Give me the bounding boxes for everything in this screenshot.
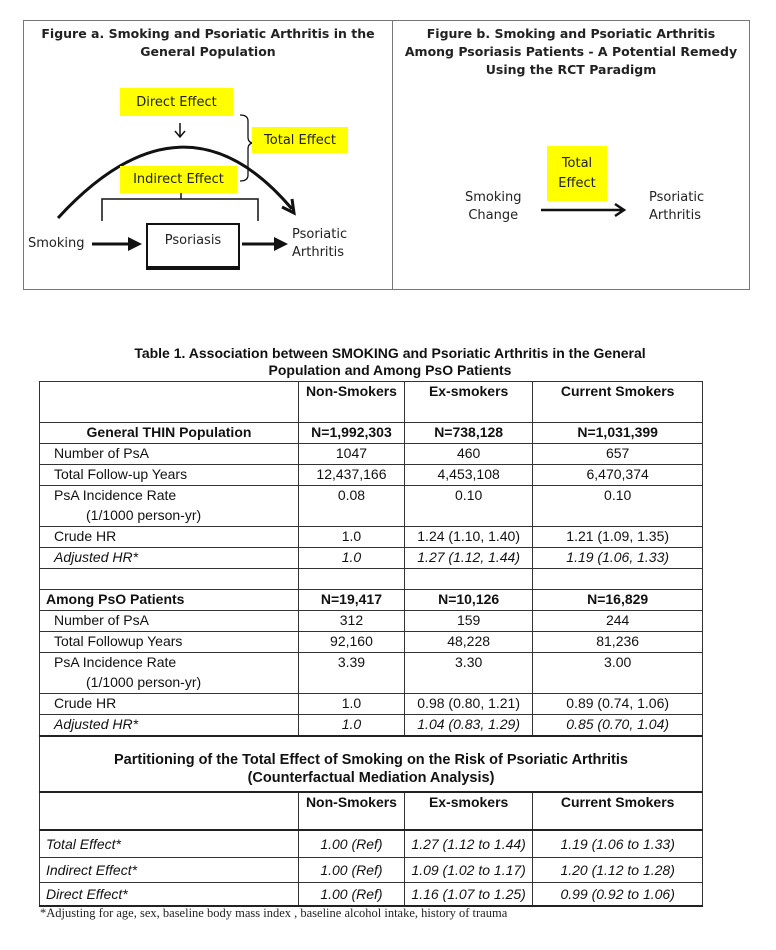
table-row <box>40 858 703 883</box>
cell: 0.99 (0.92 to 1.06) <box>533 883 703 907</box>
cell: 244 <box>533 611 703 632</box>
pso-header-row <box>40 590 703 611</box>
direct-effect-label: Direct Effect <box>120 88 233 116</box>
cell: 1.0 <box>298 527 404 548</box>
cell: 12,437,166 <box>298 465 404 486</box>
cell: 0.85 (0.70, 1.04) <box>533 715 703 737</box>
partition-header-row <box>40 792 703 830</box>
table-row <box>40 830 703 858</box>
table-row <box>40 715 703 737</box>
cell: N=1,031,399 <box>533 423 703 444</box>
cell: 1.20 (1.12 to 1.28) <box>533 858 703 883</box>
row-label: Indirect Effect* <box>40 858 299 883</box>
table-row <box>40 632 703 653</box>
figure-a-title-line2: General Population <box>140 44 276 59</box>
cell: 4,453,108 <box>404 465 532 486</box>
header-ex-smokers: Ex-smokers <box>404 382 532 423</box>
section-label: Among PsO Patients <box>40 590 299 611</box>
cell: 48,228 <box>404 632 532 653</box>
table-row <box>40 653 703 674</box>
cell: 1.19 (1.06, 1.33) <box>533 548 703 569</box>
row-label-units: (1/1000 person-yr) <box>40 673 299 694</box>
table-title-line1: Table 1. Association between SMOKING and Psoriatic Arthritis in the General <box>134 345 646 361</box>
cell: 1.04 (0.83, 1.29) <box>404 715 532 737</box>
row-label: Direct Effect* <box>40 883 299 907</box>
partition-title-line1: Partitioning of the Total Effect of Smoking on the Risk of Psoriatic Arthritis <box>114 752 628 768</box>
cell: 0.10 <box>404 486 532 507</box>
table-row <box>40 673 703 694</box>
cell: 1.24 (1.10, 1.40) <box>404 527 532 548</box>
row-label: Crude HR <box>40 527 299 548</box>
row-label: PsA Incidence Rate <box>40 653 299 674</box>
row-label: Total Followup Years <box>40 632 299 653</box>
psoriatic-arthritis-node <box>292 226 347 262</box>
cell: 0.08 <box>298 486 404 507</box>
table-row <box>40 465 703 486</box>
cell: 1.27 (1.12, 1.44) <box>404 548 532 569</box>
cell: 6,470,374 <box>533 465 703 486</box>
row-label: Number of PsA <box>40 444 299 465</box>
cell: N=10,126 <box>404 590 532 611</box>
psoriasis-box: Psoriasis <box>146 223 240 270</box>
figure-b-arrow <box>393 21 751 291</box>
cell: 1.00 (Ref) <box>298 883 404 907</box>
cell: 1.19 (1.06 to 1.33) <box>533 830 703 858</box>
psa-b-line1: Psoriatic <box>649 190 705 205</box>
cell: 159 <box>404 611 532 632</box>
table-title-line2: Population and Among PsO Patients <box>268 362 512 378</box>
cell: 92,160 <box>298 632 404 653</box>
partition-title <box>40 736 703 792</box>
cell: 1.21 (1.09, 1.35) <box>533 527 703 548</box>
cell: N=19,417 <box>298 590 404 611</box>
row-label: Adjusted HR* <box>40 715 299 737</box>
cell: 3.00 <box>533 653 703 674</box>
row-label-units: (1/1000 person-yr) <box>40 506 299 527</box>
figure-b-title-line3: Using the RCT Paradigm <box>485 62 657 77</box>
row-label: Crude HR <box>40 694 299 715</box>
cell: 3.30 <box>404 653 532 674</box>
figure-a-title-line1: Figure a. Smoking and Psoriatic Arthritis in the <box>41 26 375 41</box>
smoking-line2: Change <box>468 208 519 223</box>
cell: 1.00 (Ref) <box>298 830 404 858</box>
cell: 3.39 <box>298 653 404 674</box>
psa-line1: Psoriatic <box>292 227 348 242</box>
cell: 1047 <box>298 444 404 465</box>
smoking-change-node <box>465 189 522 225</box>
table-row <box>40 883 703 907</box>
header-non-smokers: Non-Smokers <box>298 792 404 830</box>
table-row <box>40 548 703 569</box>
table-row <box>40 694 703 715</box>
cell: 81,236 <box>533 632 703 653</box>
header-empty <box>40 382 299 423</box>
header-ex-smokers: Ex-smokers <box>404 792 532 830</box>
figure-b-title-line2: Among Psoriasis Patients - A Potential Remedy <box>404 44 738 59</box>
total-line1: Total <box>561 155 593 171</box>
row-label: PsA Incidence Rate <box>40 486 299 507</box>
table-row <box>40 444 703 465</box>
cell: 1.27 (1.12 to 1.44) <box>404 830 532 858</box>
cell: 1.0 <box>298 694 404 715</box>
cell: N=738,128 <box>404 423 532 444</box>
cell: 657 <box>533 444 703 465</box>
smoking-node: Smoking <box>28 236 85 251</box>
indirect-effect-label: Indirect Effect <box>120 166 237 193</box>
figure-b-title-line1: Figure b. Smoking and Psoriatic Arthritis <box>426 26 716 41</box>
cell: 1.00 (Ref) <box>298 858 404 883</box>
cell: 0.89 (0.74, 1.06) <box>533 694 703 715</box>
cell: 0.98 (0.80, 1.21) <box>404 694 532 715</box>
smoking-line1: Smoking <box>465 190 522 205</box>
header-current-smokers: Current Smokers <box>533 792 703 830</box>
cell: N=1,992,303 <box>298 423 404 444</box>
association-table <box>39 381 703 907</box>
spacer-row <box>40 569 703 590</box>
total-line2: Effect <box>558 175 596 191</box>
partition-title-row <box>40 736 703 792</box>
general-header-row <box>40 423 703 444</box>
cell: 1.0 <box>298 548 404 569</box>
cell: 0.10 <box>533 486 703 507</box>
row-label: Number of PsA <box>40 611 299 632</box>
table-title <box>30 345 750 379</box>
psoriatic-arthritis-node-b <box>649 189 704 225</box>
total-effect-label: Total Effect <box>252 127 348 153</box>
partition-title-line2: (Counterfactual Mediation Analysis) <box>247 770 495 786</box>
cell: N=16,829 <box>533 590 703 611</box>
table-row <box>40 611 703 632</box>
figure-b <box>392 20 750 290</box>
cell: 1.0 <box>298 715 404 737</box>
psa-line2: Arthritis <box>292 245 345 260</box>
table-header-row <box>40 382 703 423</box>
cell: 1.16 (1.07 to 1.25) <box>404 883 532 907</box>
figure-a <box>23 20 393 290</box>
psa-b-line2: Arthritis <box>649 208 702 223</box>
row-label: Adjusted HR* <box>40 548 299 569</box>
table-row <box>40 527 703 548</box>
cell: 1.09 (1.02 to 1.17) <box>404 858 532 883</box>
table-row <box>40 486 703 507</box>
section-label: General THIN Population <box>40 423 299 444</box>
row-label: Total Follow-up Years <box>40 465 299 486</box>
header-non-smokers: Non-Smokers <box>298 382 404 423</box>
row-label: Total Effect* <box>40 830 299 858</box>
table-row <box>40 506 703 527</box>
header-current-smokers: Current Smokers <box>533 382 703 423</box>
cell: 460 <box>404 444 532 465</box>
cell: 312 <box>298 611 404 632</box>
footnote: *Adjusting for age, sex, baseline body mass index , baseline alcohol intake, history of trauma <box>40 906 508 920</box>
